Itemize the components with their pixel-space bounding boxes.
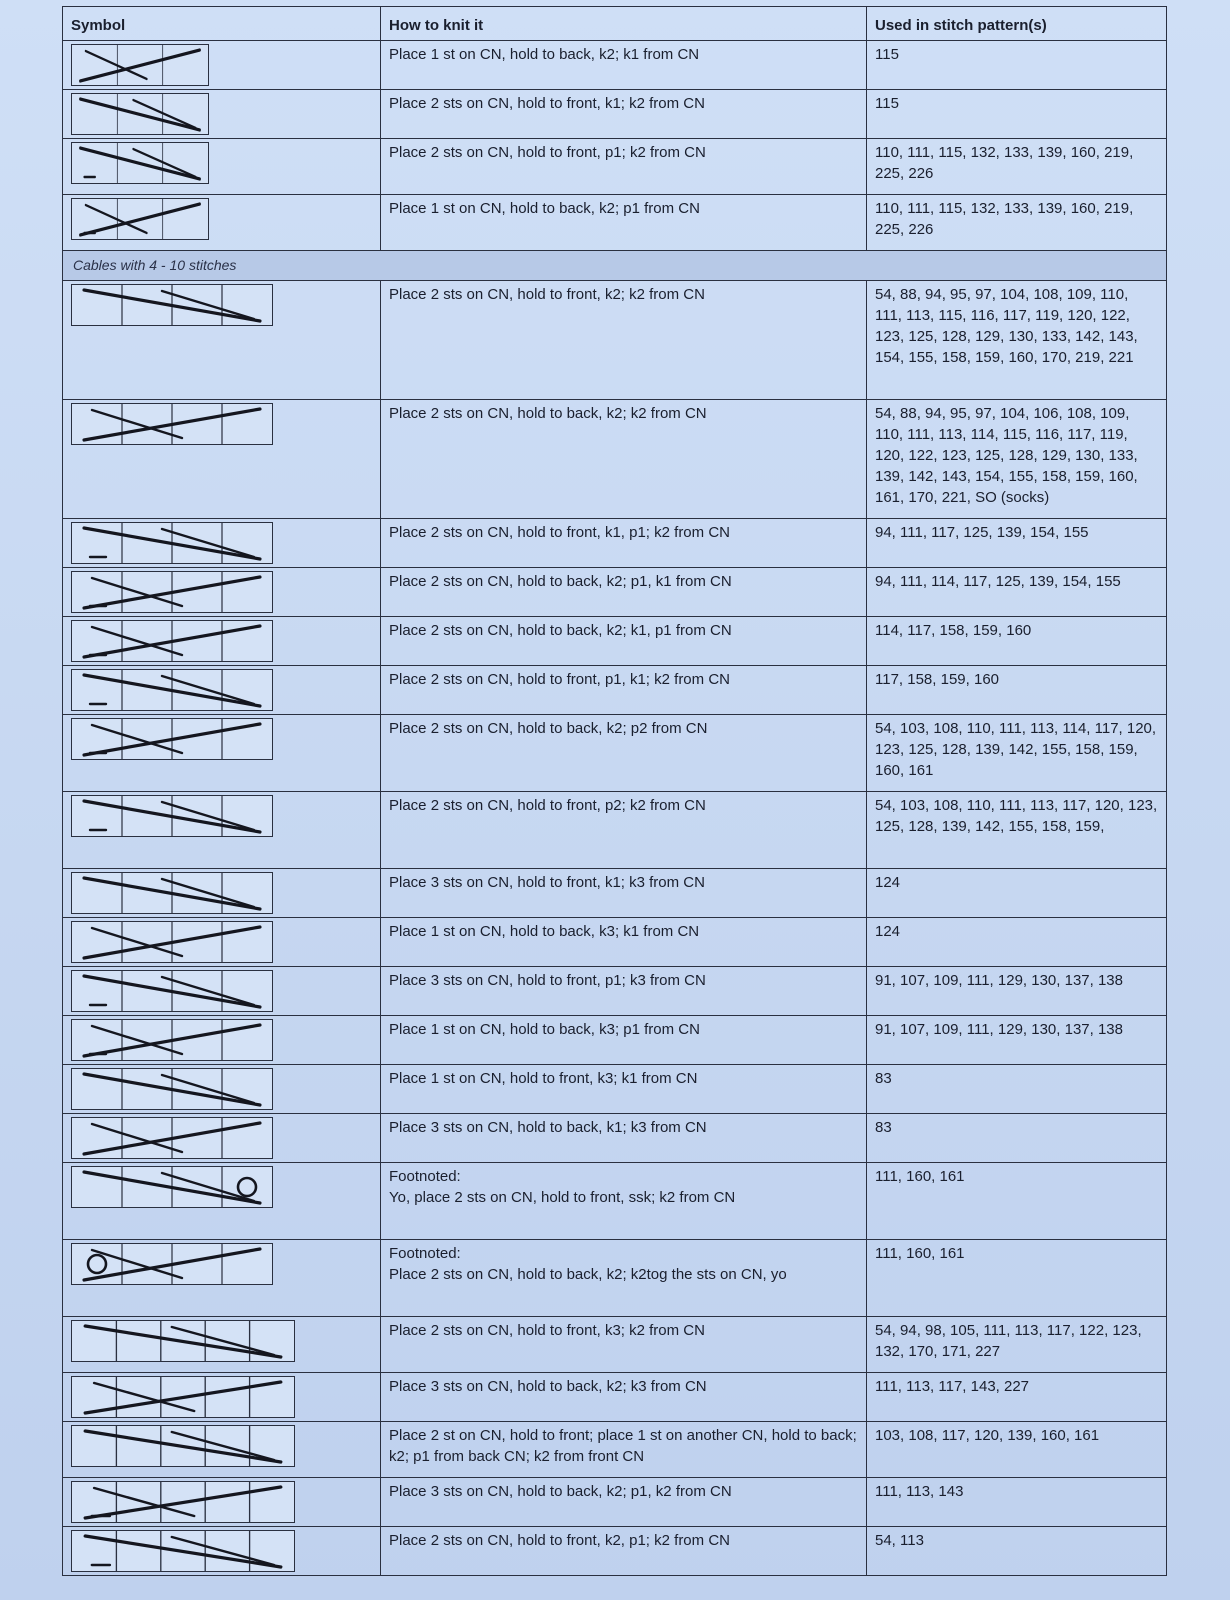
section-header-row xyxy=(63,251,1167,281)
table-row xyxy=(63,869,1167,918)
table-row xyxy=(63,967,1167,1016)
used-in-patterns-cell: 111, 160, 161 xyxy=(867,1163,1167,1240)
instruction-text: Place 2 sts on CN, hold to front, k1; k2 from CN xyxy=(389,95,705,112)
instruction-text: Footnoted: xyxy=(389,1245,461,1262)
used-in-patterns-cell: 115 xyxy=(867,90,1167,139)
instruction-text: Place 2 sts on CN, hold to front, p2; k2 from CN xyxy=(389,797,706,814)
cable-4st-1-3-back-purl-icon xyxy=(71,1019,273,1061)
how-to-knit-cell xyxy=(381,568,867,617)
table-row xyxy=(63,792,1167,869)
how-to-knit-cell xyxy=(381,1114,867,1163)
symbol-cell xyxy=(63,41,381,90)
used-in-patterns-cell: 54, 103, 108, 110, 111, 113, 114, 117, 120, 123, 125, 128, 139, 142, 155, 158, 159, 160, 161 xyxy=(867,715,1167,792)
symbol-cell xyxy=(63,1317,381,1373)
table-row xyxy=(63,1065,1167,1114)
how-to-knit-cell xyxy=(381,1317,867,1373)
table-row xyxy=(63,1317,1167,1373)
table-row xyxy=(63,617,1167,666)
used-in-patterns-cell: 83 xyxy=(867,1065,1167,1114)
symbol-cell xyxy=(63,1373,381,1422)
cable-4st-3-1-front-purl-icon xyxy=(71,970,273,1012)
cable-symbol-legend-table xyxy=(62,6,1167,1576)
table-row xyxy=(63,41,1167,90)
symbol-cell xyxy=(63,1527,381,1576)
instruction-text: Place 3 sts on CN, hold to front, k1; k3 from CN xyxy=(389,874,705,891)
symbol-cell xyxy=(63,967,381,1016)
table-row xyxy=(63,1114,1167,1163)
symbol-cell xyxy=(63,1016,381,1065)
symbol-cell xyxy=(63,195,381,251)
table-row xyxy=(63,281,1167,400)
instruction-text: Place 1 st on CN, hold to back, k2; p1 from CN xyxy=(389,200,700,217)
cable-4st-back-icon xyxy=(71,403,273,445)
symbol-cell xyxy=(63,1065,381,1114)
instruction-text: Place 2 sts on CN, hold to front, k2; k2 from CN xyxy=(389,286,705,303)
cable-4st-front-p1k1-icon xyxy=(71,669,273,711)
how-to-knit-cell xyxy=(381,666,867,715)
how-to-knit-cell xyxy=(381,1478,867,1527)
cable-k2tog-back-yo-icon xyxy=(71,1243,273,1285)
cable-4st-1-3-back-icon xyxy=(71,921,273,963)
cable-5st-back-k2p1k2-icon xyxy=(71,1481,295,1523)
how-to-knit-cell xyxy=(381,1016,867,1065)
instruction-text: Place 2 sts on CN, hold to back, k2; p1, k1 from CN xyxy=(389,573,732,590)
used-in-patterns-cell: 124 xyxy=(867,918,1167,967)
how-to-knit-cell xyxy=(381,281,867,400)
cable-5st-two-cn-icon xyxy=(71,1425,295,1467)
instruction-text: Place 2 sts on CN, hold to front, p1, k1; k2 from CN xyxy=(389,671,730,688)
how-to-knit-cell xyxy=(381,869,867,918)
how-to-knit-cell xyxy=(381,792,867,869)
table-row xyxy=(63,918,1167,967)
table-row xyxy=(63,1422,1167,1478)
instruction-text: Place 2 sts on CN, hold to front, k2, p1; k2 from CN xyxy=(389,1532,730,1549)
how-to-knit-cell xyxy=(381,715,867,792)
how-to-knit-cell xyxy=(381,195,867,251)
cable-4st-1-3-front-icon xyxy=(71,1068,273,1110)
how-to-knit-cell xyxy=(381,41,867,90)
symbol-cell xyxy=(63,1163,381,1240)
instruction-text: Place 2 sts on CN, hold to back, k2; k2tog the sts on CN, yo xyxy=(389,1266,787,1283)
symbol-cell xyxy=(63,1240,381,1317)
table-row xyxy=(63,568,1167,617)
used-in-patterns-cell: 94, 111, 117, 125, 139, 154, 155 xyxy=(867,519,1167,568)
cable-4st-3-1-front-icon xyxy=(71,872,273,914)
symbol-cell xyxy=(63,519,381,568)
table-header-row xyxy=(63,7,1167,41)
used-in-patterns-cell: 91, 107, 109, 111, 129, 130, 137, 138 xyxy=(867,1016,1167,1065)
instruction-text: Place 2 sts on CN, hold to front, k3; k2 from CN xyxy=(389,1322,705,1339)
cable-4st-back-k1p1-icon xyxy=(71,620,273,662)
used-in-patterns-cell: 54, 113 xyxy=(867,1527,1167,1576)
instruction-text: Place 3 sts on CN, hold to back, k2; p1, k2 from CN xyxy=(389,1483,732,1500)
used-in-patterns-cell: 91, 107, 109, 111, 129, 130, 137, 138 xyxy=(867,967,1167,1016)
instruction-text: Yo, place 2 sts on CN, hold to front, ssk; k2 from CN xyxy=(389,1189,736,1206)
cable-5st-front-k2p1-icon xyxy=(71,1530,295,1572)
used-in-patterns-cell: 114, 117, 158, 159, 160 xyxy=(867,617,1167,666)
table-row xyxy=(63,400,1167,519)
table-row xyxy=(63,715,1167,792)
cable-5st-front-icon xyxy=(71,1320,295,1362)
used-in-patterns-cell: 54, 103, 108, 110, 111, 113, 117, 120, 123, 125, 128, 139, 142, 155, 158, 159, xyxy=(867,792,1167,869)
used-in-patterns-cell: 103, 108, 117, 120, 139, 160, 161 xyxy=(867,1422,1167,1478)
used-in-patterns-cell: 111, 160, 161 xyxy=(867,1240,1167,1317)
instruction-text: Place 2 sts on CN, hold to back, k2; k2 from CN xyxy=(389,405,707,422)
used-in-patterns-cell: 115 xyxy=(867,41,1167,90)
instruction-text: Footnoted: xyxy=(389,1168,461,1185)
section-label: Cables with 4 - 10 stitches xyxy=(63,251,1167,281)
how-to-knit-cell xyxy=(381,1240,867,1317)
cable-yo-ssk-front-icon xyxy=(71,1166,273,1208)
cable-4st-front-k1p1-icon xyxy=(71,522,273,564)
used-in-patterns-cell: 54, 88, 94, 95, 97, 104, 108, 109, 110, 111, 113, 115, 116, 117, 119, 120, 122, 123, 125, 128, 129, 130, 133, 142, 143, 154, 155, 158, 159, 160, 170, 219, 221 xyxy=(867,281,1167,400)
instruction-text: Place 2 sts on CN, hold to front, p1; k2 from CN xyxy=(389,144,706,161)
how-to-knit-cell xyxy=(381,1373,867,1422)
table-row xyxy=(63,1373,1167,1422)
symbol-cell xyxy=(63,1422,381,1478)
symbol-cell xyxy=(63,400,381,519)
instruction-text: Place 3 sts on CN, hold to back, k1; k3 from CN xyxy=(389,1119,707,1136)
how-to-knit-cell xyxy=(381,617,867,666)
table-row xyxy=(63,1478,1167,1527)
symbol-cell xyxy=(63,869,381,918)
how-to-knit-cell xyxy=(381,1527,867,1576)
used-in-patterns-cell: 54, 94, 98, 105, 111, 113, 117, 122, 123, 132, 170, 171, 227 xyxy=(867,1317,1167,1373)
symbol-cell xyxy=(63,617,381,666)
column-header-used-in: Used in stitch pattern(s) xyxy=(867,7,1167,41)
used-in-patterns-cell: 94, 111, 114, 117, 125, 139, 154, 155 xyxy=(867,568,1167,617)
cable-3st-1-1-back-icon xyxy=(71,44,209,86)
symbol-cell xyxy=(63,792,381,869)
used-in-patterns-cell: 124 xyxy=(867,869,1167,918)
how-to-knit-cell xyxy=(381,519,867,568)
instruction-text: Place 2 sts on CN, hold to front, k1, p1; k2 from CN xyxy=(389,524,730,541)
instruction-text: Place 1 st on CN, hold to back, k3; p1 from CN xyxy=(389,1021,700,1038)
instruction-text: Place 1 st on CN, hold to back, k2; k1 from CN xyxy=(389,46,700,63)
table-row xyxy=(63,1240,1167,1317)
how-to-knit-cell xyxy=(381,139,867,195)
table-row xyxy=(63,666,1167,715)
cable-4st-3-1-back-icon xyxy=(71,1117,273,1159)
column-header-how-to-knit: How to knit it xyxy=(381,7,867,41)
symbol-cell xyxy=(63,568,381,617)
how-to-knit-cell xyxy=(381,1065,867,1114)
symbol-cell xyxy=(63,715,381,792)
used-in-patterns-cell: 110, 111, 115, 132, 133, 139, 160, 219, 225, 226 xyxy=(867,195,1167,251)
used-in-patterns-cell: 83 xyxy=(867,1114,1167,1163)
table-row xyxy=(63,195,1167,251)
cable-3st-2-1-front-icon xyxy=(71,93,209,135)
table-row xyxy=(63,1527,1167,1576)
used-in-patterns-cell: 111, 113, 143 xyxy=(867,1478,1167,1527)
cable-3st-1-2-back-purl-icon xyxy=(71,198,209,240)
symbol-cell xyxy=(63,139,381,195)
symbol-cell xyxy=(63,1478,381,1527)
symbol-cell xyxy=(63,281,381,400)
used-in-patterns-cell: 54, 88, 94, 95, 97, 104, 106, 108, 109, 110, 111, 113, 114, 115, 116, 117, 119, 120, 122, 123, 125, 128, 129, 130, 133, 139, 142, 143, 154, 155, 158, 159, 160, 161, 170, 221, SO (socks) xyxy=(867,400,1167,519)
how-to-knit-cell xyxy=(381,967,867,1016)
table-row xyxy=(63,90,1167,139)
symbol-cell xyxy=(63,1114,381,1163)
cable-3st-2-1-front-purl-icon xyxy=(71,142,209,184)
table-row xyxy=(63,1163,1167,1240)
table-row xyxy=(63,1016,1167,1065)
instruction-text: Place 3 sts on CN, hold to back, k2; k3 from CN xyxy=(389,1378,707,1395)
instruction-text: Place 2 sts on CN, hold to back, k2; k1, p1 from CN xyxy=(389,622,732,639)
cable-4st-front-p2-icon xyxy=(71,795,273,837)
how-to-knit-cell xyxy=(381,90,867,139)
symbol-cell xyxy=(63,90,381,139)
used-in-patterns-cell: 110, 111, 115, 132, 133, 139, 160, 219, 225, 226 xyxy=(867,139,1167,195)
how-to-knit-cell xyxy=(381,918,867,967)
symbol-cell xyxy=(63,666,381,715)
column-header-symbol: Symbol xyxy=(63,7,381,41)
table-row xyxy=(63,519,1167,568)
cable-4st-front-icon xyxy=(71,284,273,326)
symbol-cell xyxy=(63,918,381,967)
cable-4st-back-p2-icon xyxy=(71,718,273,760)
used-in-patterns-cell: 117, 158, 159, 160 xyxy=(867,666,1167,715)
instruction-text: Place 2 sts on CN, hold to back, k2; p2 from CN xyxy=(389,720,708,737)
instruction-text: Place 1 st on CN, hold to front, k3; k1 from CN xyxy=(389,1070,698,1087)
cable-5st-back-icon xyxy=(71,1376,295,1418)
how-to-knit-cell xyxy=(381,1422,867,1478)
table-row xyxy=(63,139,1167,195)
how-to-knit-cell xyxy=(381,400,867,519)
how-to-knit-cell xyxy=(381,1163,867,1240)
instruction-text: Place 2 st on CN, hold to front; place 1 st on another CN, hold to back; k2; p1 from back CN; k2 from front CN xyxy=(389,1427,857,1465)
cable-4st-back-p1k1-icon xyxy=(71,571,273,613)
used-in-patterns-cell: 111, 113, 117, 143, 227 xyxy=(867,1373,1167,1422)
instruction-text: Place 3 sts on CN, hold to front, p1; k3 from CN xyxy=(389,972,706,989)
instruction-text: Place 1 st on CN, hold to back, k3; k1 from CN xyxy=(389,923,700,940)
